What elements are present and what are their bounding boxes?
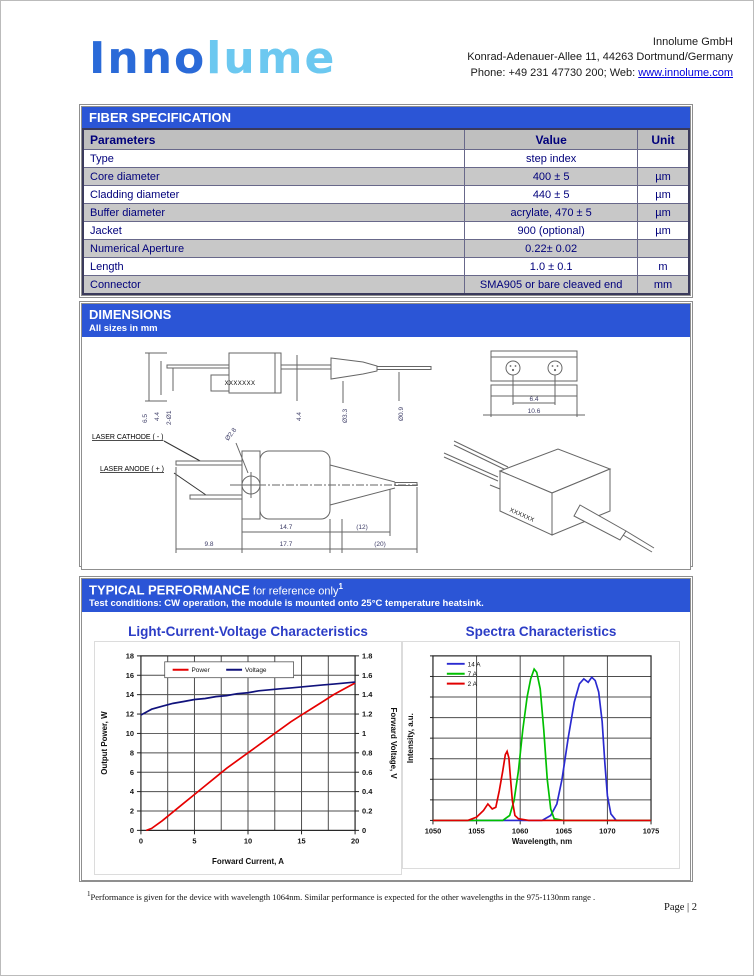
company-street: Konrad-Adenauer-Allee 11, 44263 Dortmund/Germany: [467, 51, 733, 64]
spec-row: [83, 240, 689, 258]
website-link[interactable]: www.innolume.com: [638, 66, 733, 79]
performance-title: TYPICAL PERFORMANCE for reference only$^1$: [89, 582, 343, 598]
dimensions-header-bar: [82, 304, 690, 337]
svg-text:14 A: 14 A: [467, 661, 481, 669]
svg-text:1050: 1050: [424, 826, 442, 836]
svg-text:0.2: 0.2: [362, 806, 373, 816]
svg-text:Wavelength, nm: Wavelength, nm: [511, 837, 573, 847]
svg-text:2: 2: [129, 806, 134, 816]
svg-text:16: 16: [125, 671, 134, 681]
spec-row: [83, 222, 689, 240]
param-cell: Type: [83, 150, 465, 168]
isometric-view-drawing: [430, 419, 660, 567]
value-cell: 0.22± 0.02: [465, 240, 638, 258]
spec-row: [83, 186, 689, 204]
spectra-chart-title: Spectra Characteristics: [465, 624, 617, 640]
dimensions-subtitle: All sizes in mm: [89, 323, 158, 334]
footnote: [87, 890, 595, 902]
dim-pin-diameter: Ø2.8: [224, 427, 239, 443]
svg-text:10: 10: [243, 836, 253, 846]
svg-text:1055: 1055: [468, 826, 485, 836]
svg-text:1070: 1070: [599, 826, 616, 836]
col-parameters: Parameters: [83, 129, 465, 150]
company-contact: [467, 66, 733, 81]
value-cell: step index: [465, 150, 638, 168]
liv-chart-figure: [94, 614, 402, 880]
col-value: Value: [465, 129, 638, 150]
svg-text:4: 4: [129, 787, 134, 797]
fiber-spec-title: FIBER SPECIFICATION: [89, 110, 232, 125]
laser-anode-label: LASER ANODE ( + ): [100, 466, 164, 473]
phone-text: Phone: +49 231 47730 200; Web:: [470, 66, 639, 79]
svg-text:12: 12: [125, 709, 134, 719]
param-cell: Buffer diameter: [83, 204, 465, 222]
svg-text:0: 0: [362, 826, 367, 836]
svg-text:0: 0: [138, 836, 143, 846]
svg-text:1075: 1075: [642, 826, 660, 836]
dimensions-section: [79, 301, 693, 567]
svg-text:0.8: 0.8: [362, 748, 373, 758]
liv-chart-title: Light-Current-Voltage Characteristics: [128, 624, 368, 640]
svg-text:0.4: 0.4: [362, 787, 373, 797]
dim-body-length: 14.7: [279, 524, 293, 531]
page-number: Page | 2: [663, 902, 697, 913]
unit-cell: µm: [637, 222, 689, 240]
param-cell: Jacket: [83, 222, 465, 240]
charts-row: [82, 612, 690, 880]
param-cell: Connector: [83, 276, 465, 295]
dim-body-height: 4.4: [296, 411, 303, 421]
iso-part-label: XXXXXX: [508, 507, 535, 524]
dimension-drawings: [82, 337, 690, 569]
svg-text:1: 1: [362, 729, 367, 739]
svg-text:7 A: 7 A: [467, 671, 477, 679]
fiber-spec-table: [82, 128, 690, 295]
footnote-text: Performance is given for the device with wavelength 1064nm. Similar performance is expected for the other wavelengths in the 975-1130nm range .: [90, 891, 596, 902]
svg-text:18: 18: [125, 651, 134, 661]
company-address-block: [467, 35, 733, 81]
spec-row: [83, 168, 689, 186]
footnote-reference: 1: [338, 582, 343, 591]
svg-text:Forward Current, A: Forward Current, A: [212, 857, 284, 867]
part-number-placeholder: XXXXXXX: [224, 381, 256, 387]
spec-row: [83, 204, 689, 222]
laser-cathode-label: LASER CATHODE ( - ): [92, 434, 164, 441]
unit-cell: [637, 240, 689, 258]
svg-text:5: 5: [192, 836, 197, 846]
fiber-spec-header-bar: [82, 107, 690, 128]
spectra-chart: [402, 641, 680, 869]
svg-text:Intensity, a.u.: Intensity, a.u.: [406, 713, 416, 764]
fiber-specification-section: [79, 104, 693, 298]
value-cell: 900 (optional): [465, 222, 638, 240]
value-cell: 440 ± 5: [465, 186, 638, 204]
top-view-drawing: [477, 345, 597, 427]
side-view-drawing: [137, 341, 447, 427]
svg-text:15: 15: [297, 836, 306, 846]
svg-text:1.6: 1.6: [362, 671, 373, 681]
svg-text:0: 0: [129, 826, 134, 836]
dim-total-length: 17.7: [279, 541, 293, 548]
value-cell: SMA905 or bare cleaved end: [465, 276, 638, 295]
spectra-chart-figure: [402, 614, 680, 880]
innolume-logo: [89, 33, 337, 84]
param-cell: Numerical Aperture: [83, 240, 465, 258]
unit-cell: µm: [637, 204, 689, 222]
unit-cell: mm: [637, 276, 689, 295]
logo-part-dark: Inno: [89, 33, 207, 84]
svg-text:1060: 1060: [511, 826, 529, 836]
svg-text:20: 20: [350, 836, 360, 846]
param-cell: Length: [83, 258, 465, 276]
svg-text:Output Power, W: Output Power, W: [100, 711, 110, 776]
performance-title-suffix: for reference only: [249, 585, 339, 598]
svg-text:1.2: 1.2: [362, 709, 373, 719]
svg-text:0.6: 0.6: [362, 768, 373, 778]
svg-text:1.4: 1.4: [362, 690, 373, 700]
dim-pin-length: 9.8: [204, 541, 214, 548]
dim-pin-count: 2-Ø1: [166, 410, 173, 425]
svg-text:1.8: 1.8: [362, 651, 373, 661]
svg-text:2 A: 2 A: [467, 681, 477, 689]
liv-chart: [94, 641, 402, 875]
dim-boot-dia: Ø3.3: [342, 408, 349, 423]
pinout-drawing: [90, 427, 420, 565]
svg-text:10: 10: [125, 729, 134, 739]
unit-cell: µm: [637, 168, 689, 186]
spec-row: [83, 258, 689, 276]
svg-text:8: 8: [129, 748, 134, 758]
spec-header-row: [83, 129, 689, 150]
test-conditions: Test conditions: CW operation, the module is mounted onto 25°C temperature heatsink.: [89, 598, 484, 610]
unit-cell: µm: [637, 186, 689, 204]
dim-outer-height: 6.5: [142, 413, 149, 423]
dim-boot-length: (12): [356, 524, 368, 531]
dim-fiber-length: (20): [374, 541, 386, 548]
svg-text:Voltage: Voltage: [245, 667, 267, 675]
performance-header-bar: [82, 579, 690, 612]
page-header: [89, 33, 733, 84]
company-name: Innolume GmbH: [652, 36, 733, 48]
value-cell: acrylate, 470 ± 5: [465, 204, 638, 222]
spec-row: [83, 150, 689, 168]
dim-package-width: 10.6: [527, 408, 541, 415]
svg-text:Power: Power: [191, 667, 210, 675]
svg-text:Forward Voltage, V: Forward Voltage, V: [388, 707, 398, 780]
svg-text:6: 6: [129, 768, 134, 778]
dim-pin-height: 4.4: [154, 411, 161, 421]
logo-part-light: lume: [206, 33, 337, 84]
unit-cell: m: [637, 258, 689, 276]
footnote-marker: 1: [87, 890, 91, 898]
typical-performance-section: [79, 576, 693, 882]
value-cell: 1.0 ± 0.1: [465, 258, 638, 276]
param-cell: Core diameter: [83, 168, 465, 186]
dim-fiber-dia: Ø0.9: [398, 406, 405, 421]
dimensions-title: DIMENSIONS: [89, 307, 172, 322]
unit-cell: [637, 150, 689, 168]
param-cell: Cladding diameter: [83, 186, 465, 204]
svg-text:14: 14: [125, 690, 134, 700]
dim-pin-spacing: 6.4: [529, 396, 539, 403]
value-cell: 400 ± 5: [465, 168, 638, 186]
col-unit: Unit: [637, 129, 689, 150]
spec-row: [83, 276, 689, 295]
svg-text:1065: 1065: [555, 826, 573, 836]
